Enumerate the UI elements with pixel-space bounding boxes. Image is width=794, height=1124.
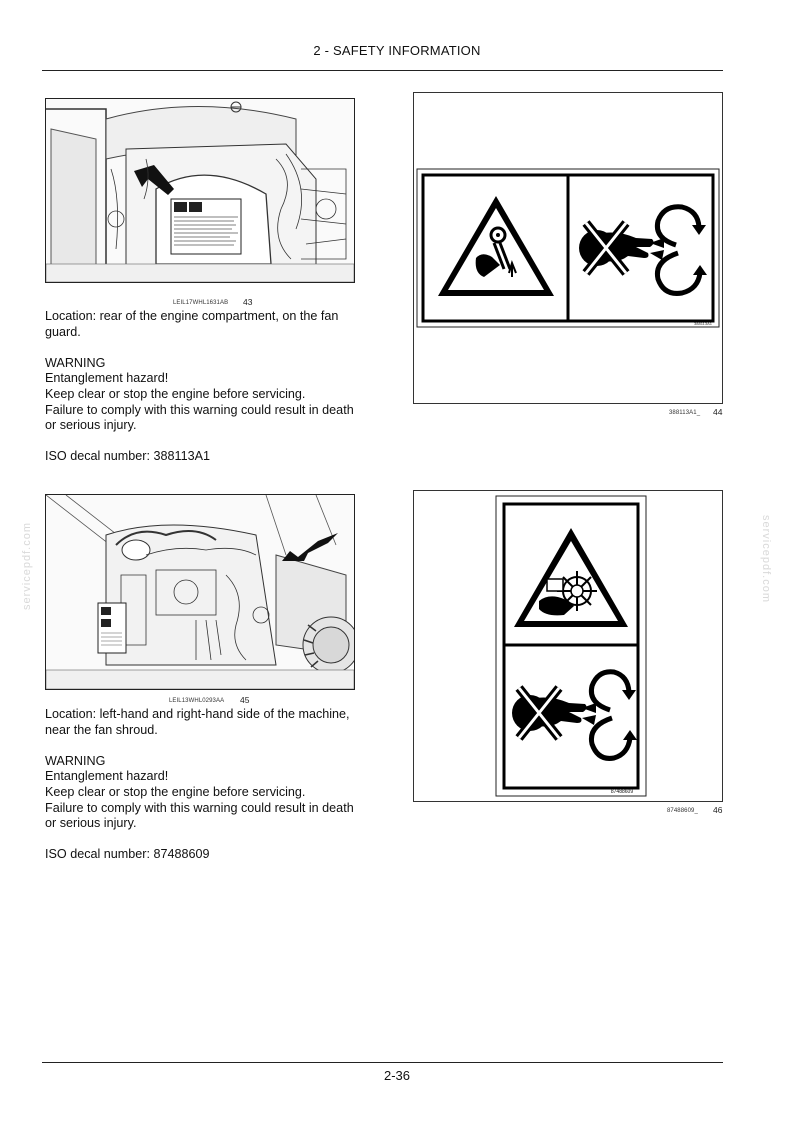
warning-line-2-4: or serious injury. (45, 816, 137, 831)
warning-line-2-1: Entanglement hazard! (45, 769, 169, 784)
figure-43-photo (45, 98, 355, 283)
warning-line-1-3: Failure to comply with this warning could result in death (45, 402, 354, 417)
iso-decal-number-1: ISO decal number: 388113A1 (45, 449, 210, 464)
warning-line-1-2: Keep clear or stop the engine before servicing. (45, 386, 306, 401)
figure-43-caption: LEIL17WHL1631AB (173, 300, 229, 306)
header-rule (42, 70, 723, 71)
engine-fan-shroud-illustration (46, 495, 354, 689)
warning-line-2-3: Failure to comply with this warning could result in death (45, 800, 354, 815)
decal-388113A1-illustration (414, 93, 722, 403)
figure-46-frame (413, 490, 723, 802)
section-2-text (45, 707, 385, 863)
page-number: 2-36 (383, 1068, 411, 1083)
warning-line-1-4: or serious injury. (45, 418, 137, 433)
figure-45-caption: LEIL13WHL0293AA (169, 698, 225, 704)
figure-44-frame (413, 92, 723, 404)
figure-45-photo (45, 494, 355, 690)
decal-small-code: 388113A1 (694, 321, 712, 326)
location-text-1a: Location: rear of the engine compartment, on the fan (45, 309, 339, 323)
decal-code-87488609: 87488609 (610, 789, 634, 795)
figure-46-caption: 87488609_ (667, 808, 698, 814)
warning-line-2-2: Keep clear or stop the engine before servicing. (45, 784, 306, 799)
watermark-right: servicepdf.com (759, 515, 772, 603)
footer-rule (42, 1062, 723, 1063)
warning-line-1-1: Entanglement hazard! (45, 371, 169, 386)
figure-45-number: 45 (240, 695, 250, 705)
iso-decal-number-2: ISO decal number: 87488609 (45, 847, 210, 862)
location-text-2a: Location: left-hand and right-hand side of the machine, (45, 707, 350, 721)
decal-87488609-illustration (414, 491, 722, 801)
location-text-2b: near the fan shroud. (45, 722, 158, 737)
page-header-title: 2 - SAFETY INFORMATION (313, 43, 481, 58)
section-1-text (45, 309, 385, 465)
engine-compartment-illustration (46, 99, 354, 282)
location-text-1b: guard. (45, 324, 81, 339)
watermark-left: servicepdf.com (20, 522, 33, 610)
figure-44-caption: 388113A1_ (669, 410, 701, 416)
figure-46-number: 46 (713, 805, 723, 815)
warning-title-2: WARNING (45, 753, 106, 768)
warning-title-1: WARNING (45, 355, 106, 370)
figure-43-number: 43 (243, 297, 253, 307)
figure-44-number: 44 (713, 407, 723, 417)
